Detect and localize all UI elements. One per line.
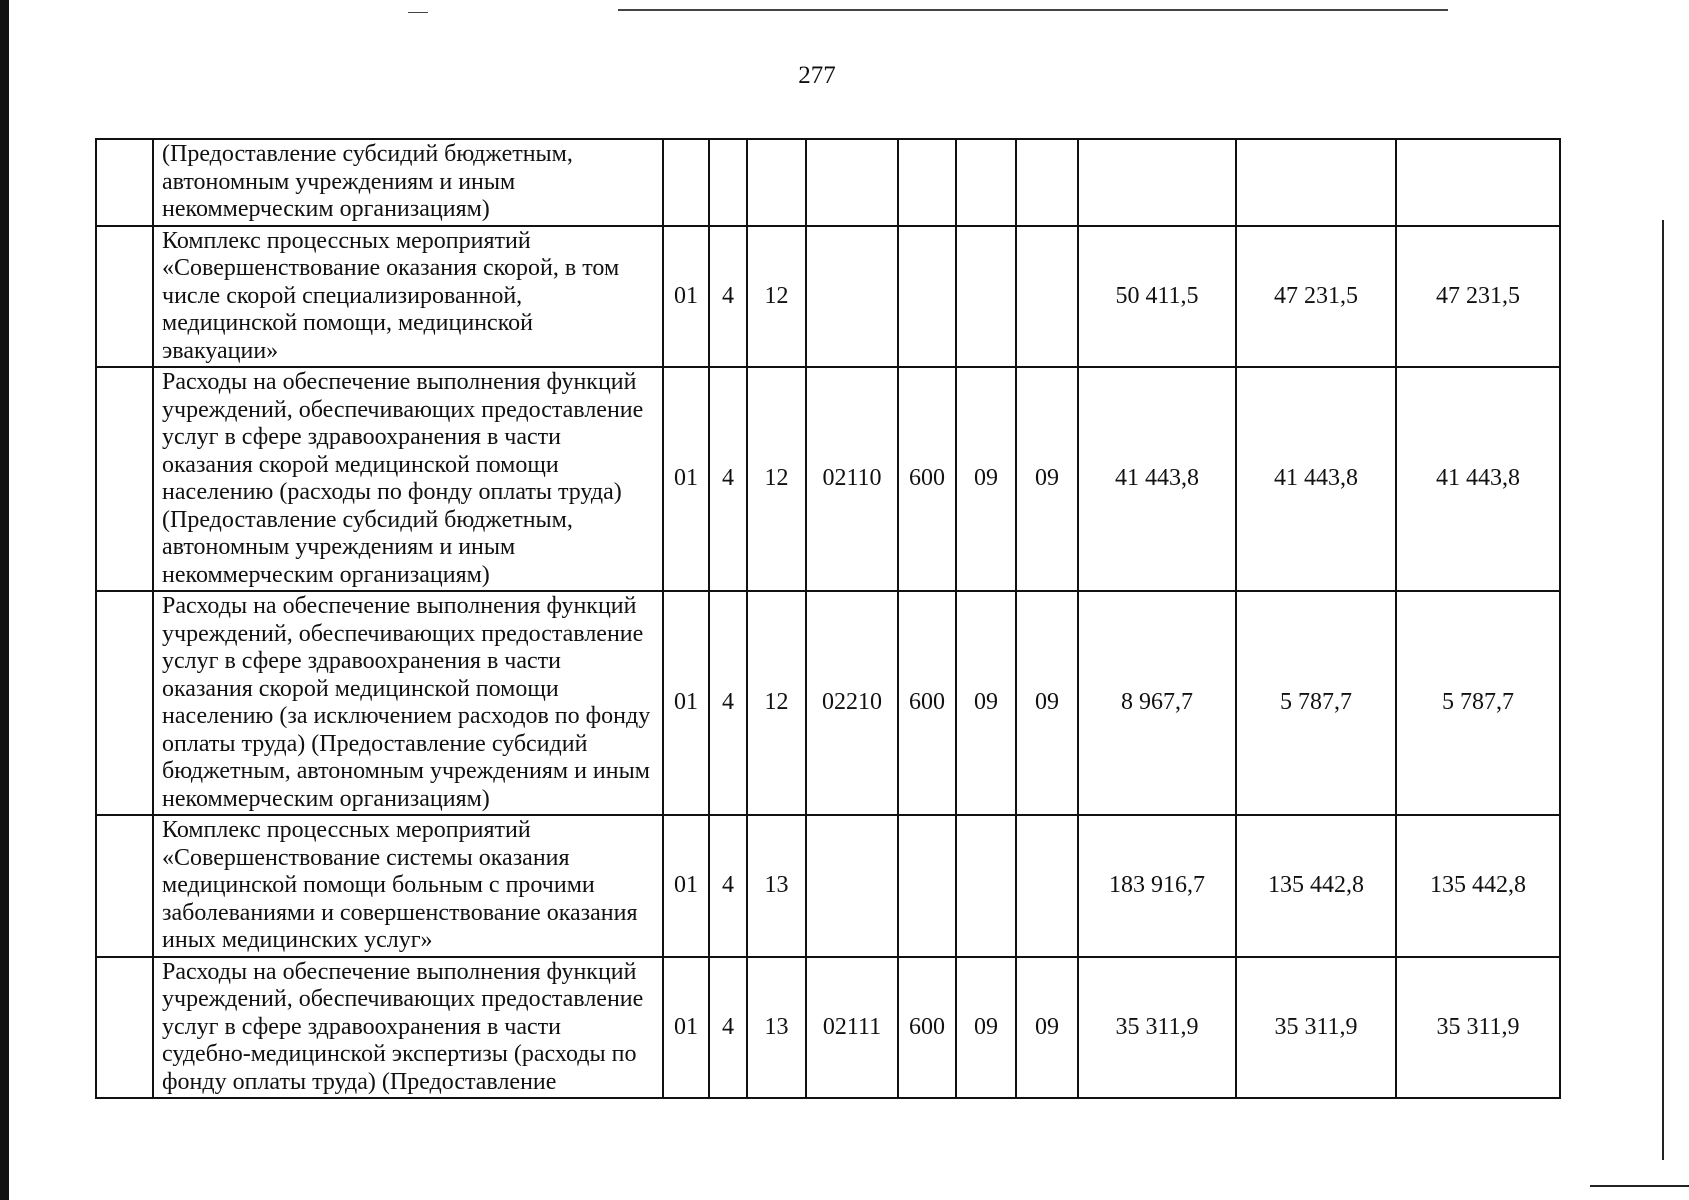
row-number-cell (96, 591, 153, 815)
code-cell-5: 600 (898, 591, 956, 815)
row-description: Комплекс процессных мероприятий «Совершенствование оказания скорой, в том числе скорой специализированной, медицинской помощи, медицинской эвакуации» (153, 226, 663, 368)
code-cell-7: 09 (1016, 957, 1078, 1099)
amount-cell-1: 183 916,7 (1078, 815, 1236, 957)
code-cell-5: 600 (898, 367, 956, 591)
code-cell-5 (898, 815, 956, 957)
row-number-cell (96, 139, 153, 226)
code-cell-3: 13 (747, 957, 806, 1099)
code-cell-4 (806, 815, 898, 957)
code-cell-7 (1016, 226, 1078, 368)
amount-cell-1 (1078, 139, 1236, 226)
code-cell-2: 4 (709, 957, 747, 1099)
amount-cell-3: 35 311,9 (1396, 957, 1560, 1099)
code-cell-6 (956, 815, 1016, 957)
code-cell-1: 01 (663, 591, 709, 815)
amount-cell-3: 47 231,5 (1396, 226, 1560, 368)
code-cell-6: 09 (956, 591, 1016, 815)
code-cell-3: 12 (747, 226, 806, 368)
amount-cell-3 (1396, 139, 1560, 226)
code-cell-3: 12 (747, 591, 806, 815)
row-description: Расходы на обеспечение выполнения функций учреждений, обеспечивающих предоставление услуг в сфере здравоохранения в части оказания скорой медицинской помощи населению (расходы по фонду оплаты труда) (Предоставление субсидий бюджетным, автономным учреждениям и иным некоммерческим организациям) (153, 367, 663, 591)
amount-cell-2: 47 231,5 (1236, 226, 1396, 368)
amount-cell-2: 35 311,9 (1236, 957, 1396, 1099)
code-cell-1: 01 (663, 226, 709, 368)
code-cell-3: 13 (747, 815, 806, 957)
code-cell-4 (806, 226, 898, 368)
amount-cell-3: 41 443,8 (1396, 367, 1560, 591)
budget-table (95, 138, 1561, 1099)
scan-top-dash (408, 12, 428, 13)
code-cell-2: 4 (709, 815, 747, 957)
amount-cell-3: 5 787,7 (1396, 591, 1560, 815)
table-row (96, 815, 1560, 957)
scan-right-line (1662, 220, 1664, 1160)
row-description: Расходы на обеспечение выполнения функций учреждений, обеспечивающих предоставление услуг в сфере здравоохранения в части оказания скорой медицинской помощи населению (за исключением расходов по фонду оплаты труда) (Предоставление субсидий бюджетным, автономным учреждениям и иным некоммерческим организациям) (153, 591, 663, 815)
code-cell-3 (747, 139, 806, 226)
row-description: (Предоставление субсидий бюджетным, автономным учреждениям и иным некоммерческим организациям) (153, 139, 663, 226)
code-cell-4: 02210 (806, 591, 898, 815)
table-row (96, 591, 1560, 815)
amount-cell-1: 35 311,9 (1078, 957, 1236, 1099)
code-cell-5 (898, 139, 956, 226)
row-description: Расходы на обеспечение выполнения функций учреждений, обеспечивающих предоставление услуг в сфере здравоохранения в части судебно-медицинской экспертизы (расходы по фонду оплаты труда) (Предоставление (153, 957, 663, 1099)
code-cell-1: 01 (663, 367, 709, 591)
code-cell-2 (709, 139, 747, 226)
amount-cell-1: 41 443,8 (1078, 367, 1236, 591)
code-cell-7: 09 (1016, 591, 1078, 815)
code-cell-2: 4 (709, 367, 747, 591)
code-cell-2: 4 (709, 591, 747, 815)
amount-cell-2: 135 442,8 (1236, 815, 1396, 957)
code-cell-3: 12 (747, 367, 806, 591)
code-cell-4: 02110 (806, 367, 898, 591)
code-cell-4: 02111 (806, 957, 898, 1099)
table-row (96, 139, 1560, 226)
code-cell-1: 01 (663, 815, 709, 957)
code-cell-2: 4 (709, 226, 747, 368)
row-number-cell (96, 367, 153, 591)
code-cell-7 (1016, 139, 1078, 226)
amount-cell-2: 41 443,8 (1236, 367, 1396, 591)
row-number-cell (96, 957, 153, 1099)
table-row (96, 957, 1560, 1099)
amount-cell-2 (1236, 139, 1396, 226)
code-cell-6 (956, 139, 1016, 226)
row-number-cell (96, 226, 153, 368)
code-cell-6: 09 (956, 957, 1016, 1099)
row-description: Комплекс процессных мероприятий «Совершенствование системы оказания медицинской помощи больным с прочими заболеваниями и совершенствование оказания иных медицинских услуг» (153, 815, 663, 957)
code-cell-6: 09 (956, 367, 1016, 591)
table-row (96, 226, 1560, 368)
amount-cell-2: 5 787,7 (1236, 591, 1396, 815)
amount-cell-1: 8 967,7 (1078, 591, 1236, 815)
scan-bottom-right-line (1590, 1185, 1689, 1187)
code-cell-5 (898, 226, 956, 368)
table-row (96, 367, 1560, 591)
amount-cell-1: 50 411,5 (1078, 226, 1236, 368)
code-cell-5: 600 (898, 957, 956, 1099)
code-cell-7 (1016, 815, 1078, 957)
code-cell-1: 01 (663, 957, 709, 1099)
code-cell-1 (663, 139, 709, 226)
row-number-cell (96, 815, 153, 957)
code-cell-7: 09 (1016, 367, 1078, 591)
scan-left-edge (0, 0, 9, 1200)
page-number: 277 (798, 62, 836, 89)
code-cell-4 (806, 139, 898, 226)
amount-cell-3: 135 442,8 (1396, 815, 1560, 957)
scan-top-line (618, 9, 1448, 11)
code-cell-6 (956, 226, 1016, 368)
